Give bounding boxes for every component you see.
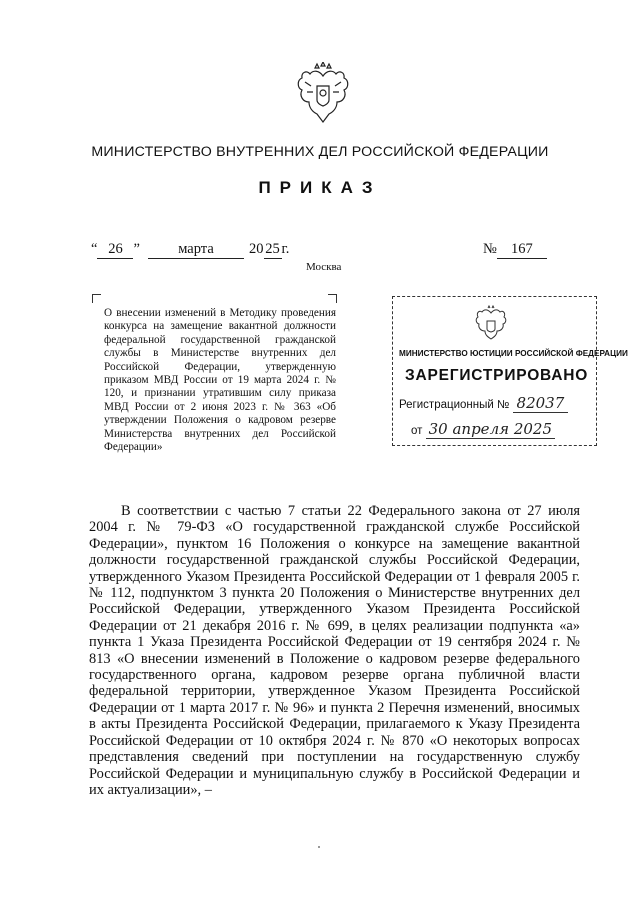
stamp-reg-label: Регистрационный №: [399, 399, 510, 411]
date-day: 26: [97, 241, 133, 259]
document-subject: О внесении изменений в Методику проведения конкурса на замещение вакантной должности федеральной государственной гражданской службы в Министерстве внутренних дел Российской Федерации, утвержденную приказом МВД России от 19 марта 2024 г. № 120, и признании утратившим силу приказа МВД России от 2 июня 2023 г. № 363 «Об утверждении Положения о кадровом резерве Министерства внутренних дел Российской Федерации»: [104, 307, 336, 454]
stamp-emblem-icon: [473, 305, 509, 343]
city-label: Москва: [306, 261, 342, 273]
subject-corner-right: [328, 294, 337, 303]
stamp-reg-number: 82037: [513, 394, 569, 413]
number-sign: №: [483, 241, 497, 257]
body-paragraph: В соответствии с частью 7 статьи 22 Федерального закона от 27 июля 2004 г. № 79-ФЗ «О государственной гражданской службе Российской Федерации», пунктом 16 Положения о конкурсе на замещение вакантной должности государственной гражданской службы Российской Федерации, утвержденного Указом Президента Российской Федерации от 1 февраля 2005 г. № 112, подпунктом 3 пункта 20 Положения о Министерстве внутренних дел Российской Федерации, утвержденного Указом Президента Российской Федерации от 21 декабря 2016 г. № 699, в целях реализации подпункта «а» пункта 1 Указа Президента Российской Федерации от 19 сентября 2024 г. № 813 «О внесении изменений в Положение о кадровом резерве федерального государственного органа, кадровом резерве органа публичной власти федеральной территории, утвержденное Указом Президента Российской Федерации от 1 марта 2017 г. № 96» и пункта 2 Перечня изменений, вносимых в акты Президента Российской Федерации, прилагаемого к Указу Президента Российской Федерации от 10 октября 2024 г. № 870 «О некоторых вопросах представления сведений при поступлении на государственную службу Российской Федерации и муниципальную службу в Российской Федерации и их актуализации», –: [89, 503, 580, 798]
stamp-status: ЗАРЕГИСТРИРОВАНО: [405, 367, 589, 384]
date-year-unit: г.: [281, 241, 290, 257]
date-month-field: [148, 241, 244, 259]
date-month: марта: [148, 241, 244, 259]
date-close-quote: ”: [133, 241, 140, 257]
subject-corner-left: [92, 294, 101, 303]
order-number-field: [483, 241, 547, 259]
stamp-registration-number-line: [399, 394, 568, 412]
date-open-quote: “: [91, 241, 98, 257]
stamp-date-line: [411, 420, 555, 438]
stamp-date-value: 30 апреля 2025: [426, 420, 555, 439]
date-year-field: [249, 241, 289, 259]
date-year-suffix: 25: [265, 241, 280, 257]
stamp-ministry-label: МИНИСТЕРСТВО ЮСТИЦИИ РОССИЙСКОЙ ФЕДЕРАЦИИ: [399, 349, 628, 358]
date-day-field: [91, 241, 140, 259]
date-year-prefix: 20: [249, 241, 264, 257]
registration-stamp: [392, 296, 628, 446]
stamp-date-label: от: [411, 425, 423, 437]
coat-of-arms-emblem: [293, 62, 353, 126]
page-speck: [318, 846, 320, 848]
document-type-title: ПРИКАЗ: [258, 178, 382, 197]
order-number: 167: [497, 241, 547, 259]
ministry-title: МИНИСТЕРСТВО ВНУТРЕННИХ ДЕЛ РОССИЙСКОЙ ФЕДЕРАЦИИ: [91, 144, 549, 160]
